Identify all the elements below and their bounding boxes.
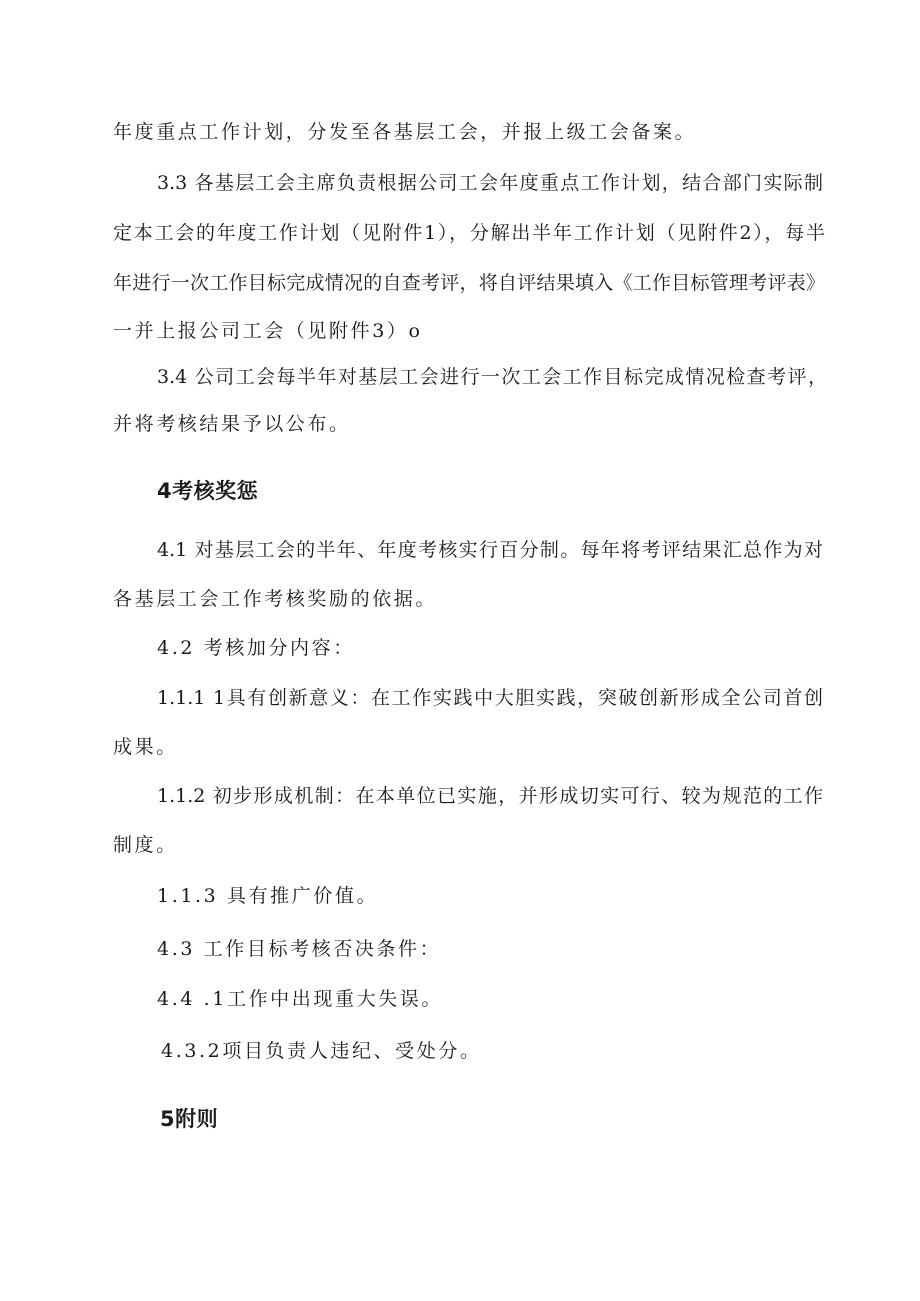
paragraph-line: 1.1.2 初步形成机制：在本单位已实施，并形成切实可行、较为规范的工作 [157, 785, 823, 807]
paragraph-line: 年度重点工作计划，分发至各基层工会，并报上级工会备案。 [113, 121, 697, 143]
paragraph-line: 各基层工会工作考核奖励的依据。 [113, 588, 438, 610]
section-heading-5: 5附则 [160, 1107, 219, 1131]
paragraph-line: 成果。 [113, 736, 178, 758]
paragraph-line: 4.3.2项目负责人违纪、受处分。 [161, 1040, 482, 1062]
paragraph-line: 4.1 对基层工会的半年、年度考核实行百分制。每年将考评结果汇总作为对 [157, 539, 823, 561]
paragraph-line: 3.4 公司工会每半年对基层工会进行一次工会工作目标完成情况检查考评， [157, 366, 827, 388]
paragraph-line: 定本工会的年度工作计划（见附件1），分解出半年工作计划（见附件2），每半 [113, 222, 825, 244]
paragraph-line: 1.1.3 具有推广价值。 [157, 885, 379, 907]
paragraph-line: 4.2 考核加分内容： [157, 637, 355, 659]
paragraph-line: 4.3 工作目标考核否决条件： [157, 938, 442, 960]
paragraph-line: 并将考核结果予以公布。 [113, 413, 351, 435]
section-heading-4: 4考核奖惩 [157, 479, 259, 503]
paragraph-line: 3.3 各基层工会主席负责根据公司工会年度重点工作计划，结合部门实际制 [157, 172, 823, 194]
paragraph-line: 制度。 [113, 834, 178, 856]
paragraph-line: 1.1.1 1具有创新意义：在工作实践中大胆实践，突破创新形成全公司首创 [157, 687, 823, 709]
paragraph-line: 一并上报公司工会（见附件3）o [113, 320, 423, 342]
paragraph-line: 年进行一次工作目标完成情况的自查考评，将自评结果填入《工作目标管理考评表》 [113, 272, 825, 294]
paragraph-line: 4.4 .1工作中出现重大失误。 [157, 988, 443, 1010]
